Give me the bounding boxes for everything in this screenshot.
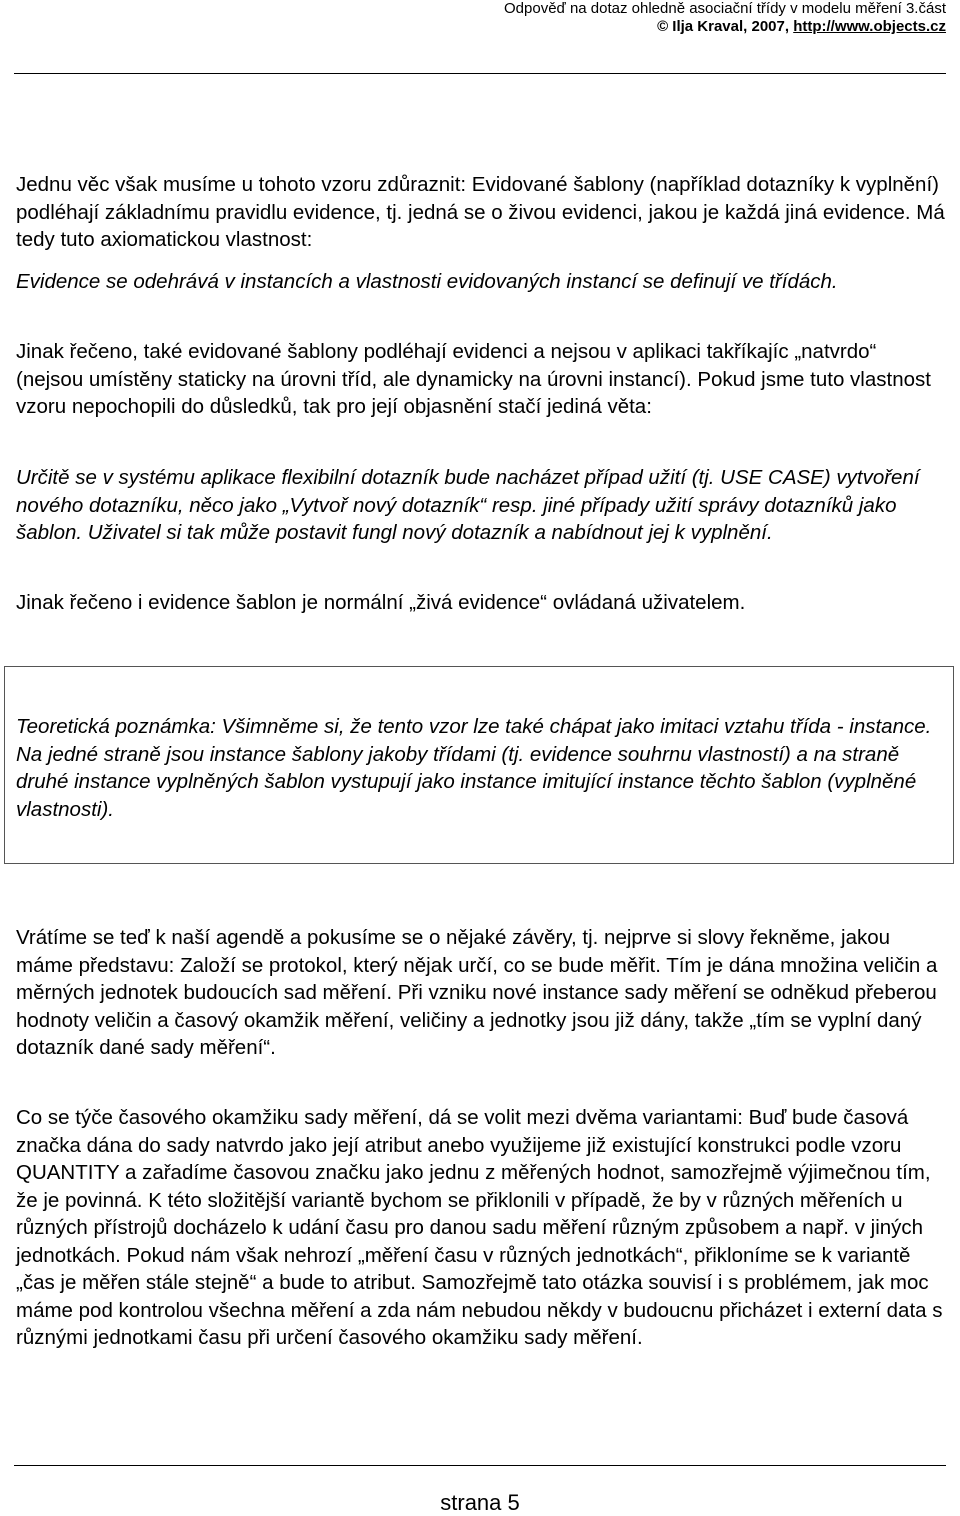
page-header (0, 0, 960, 74)
paragraph-use-case: Určitě se v systému aplikace flexibilní dotazník bude nacházet případ užití (tj. USE CASE) vytvoření nového dotazníku, něco jako „Vytvoř nový dotazník“ resp. jiné případy užití správy dotazníků jako šablon. Uživatel si tak může postavit fungl nový dotazník a nabídnout jej k vyplnění. (16, 466, 920, 544)
header-divider (14, 73, 946, 74)
paragraph-intro: Jednu věc však musíme u tohoto vzoru zdůraznit: Evidované šablony (například dotazníky k vyplnění) podléhají základnímu pravidlu evidence, tj. jedná se o živou evidenci, jakou je každá jiná evidence. Má tedy tuto axiomatickou vlastnost: (16, 173, 945, 251)
paragraph-conclusions: Vrátíme se teď k naší agendě a pokusíme se o nějaké závěry, tj. nejprve si slovy řekněme, jakou máme představu: Založí se protokol, který nějak určí, co se bude měřit. Tím je dána množina veličin a měrných jednotek budoucích sad měření. Při vzniku nové instance sady měření se odněkud přeberou hodnoty veličin a časový okamžik měření, veličiny a jednotky jsou již dány, takže „tím se vyplní daný dotazník dané sady měření“. (16, 926, 938, 1059)
paragraph-axiom: Evidence se odehrává v instancích a vlastnosti evidovaných instancí se definují ve třídách. (16, 270, 838, 293)
paragraph-time-stamp: Co se týče časového okamžiku sady měření, dá se volit mezi dvěma variantami: Buď bude časová značka dána do sady natvrdo jako její atribut anebo využijeme již existující konstrukci podle vzoru QUANTITY a zařadíme časovou značku jako jednu z měřených hodnot, samozřejmě výjimečnou tím, že je povinná. K této složitější variantě bychom se přiklonili v případě, že by v různých měřeních u různých přístrojů docházelo k udání času pro danou sadu měření různým způsobem a např. v jiných jednotkách. Pokud nám však nehrozí „měření času v různých jednotkách“, přikloníme se k variantě „čas je měřen stále stejně“ a bude to atribut. Samozřejmě tato otázka souvisí i s problémem, jak moc máme pod kontrolou všechna měření a zda nám nebudou někdy v budoucnu přicházet i externí data s různými jednotkami času při určení časového okamžiku sady měření. (16, 1106, 943, 1349)
paragraph-explanation: Jinak řečeno, také evidované šablony podléhají evidenci a nejsou v aplikaci takříkajíc „natvrdo“ (nejsou umístěny staticky na úrovni tříd, ale dynamicky na úrovni instancí). Pokud jsme tuto vlastnost vzoru nepochopili do důsledků, tak pro její objasnění stačí jediná věta: (16, 340, 931, 418)
header-copyright (657, 18, 946, 36)
paragraph-summary: Jinak řečeno i evidence šablon je normální „živá evidence“ ovládaná uživatelem. (16, 591, 746, 614)
header-url-link[interactable]: http://www.objects.cz (793, 18, 946, 35)
page-number: strana 5 (440, 1490, 520, 1515)
theory-note-text: Teoretická poznámka: Všimněme si, že tento vzor lze také chápat jako imitaci vztahu třída - instance. Na jedné straně jsou instance šablony jakoby třídami (tj. evidence souhrnu vlastností) a na straně druhé instance vyplněných šablon vystupují jako instance imitující instance těchto šablon (vyplněné vlastnosti). (16, 715, 932, 821)
copyright-text: © Ilja Kraval, 2007, (657, 18, 794, 35)
header-title: Odpověď na dotaz ohledně asociační třídy v modelu měření 3.část (504, 0, 946, 17)
footer-divider (14, 1465, 946, 1466)
